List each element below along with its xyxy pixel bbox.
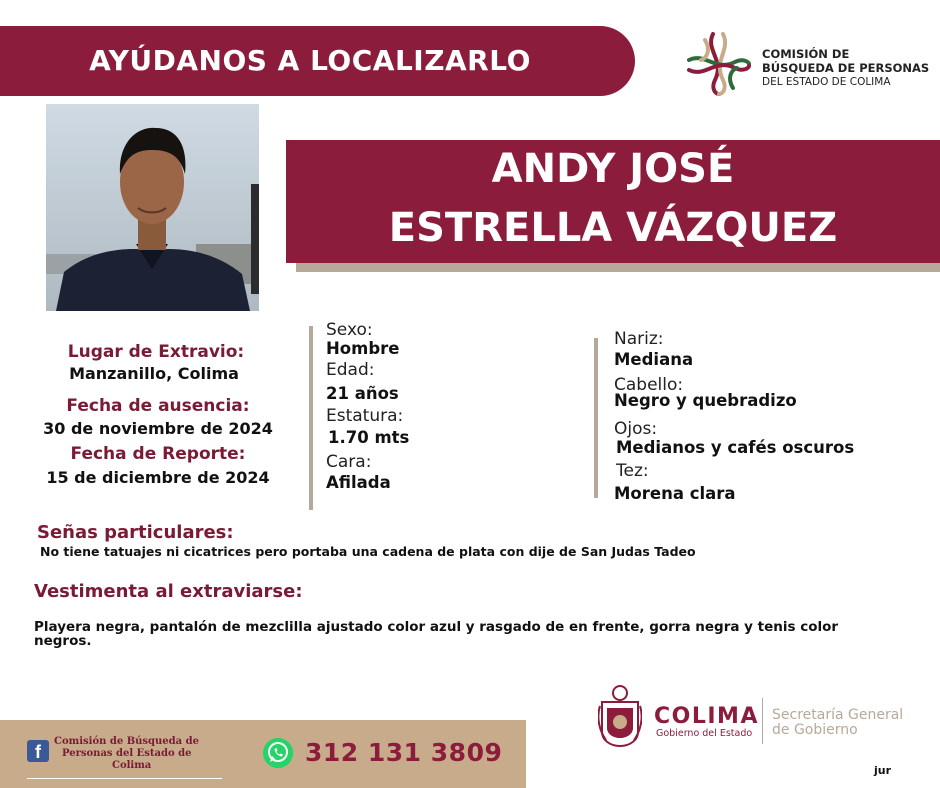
fecha-ausencia-label: Fecha de ausencia: bbox=[66, 396, 250, 416]
fb-page-line2: Personas del Estado de bbox=[62, 748, 192, 759]
logo-separator bbox=[762, 698, 763, 744]
colima-wordmark: COLIMA bbox=[654, 704, 759, 729]
secretaria-line1: Secretaría General bbox=[772, 707, 904, 723]
divider-line bbox=[309, 326, 313, 510]
cabello-label: Cabello: bbox=[614, 375, 684, 395]
whatsapp-icon[interactable] bbox=[263, 738, 293, 768]
estatura-value: 1.70 mts bbox=[328, 428, 410, 447]
person-name-line2: ESTRELLA VÁZQUEZ bbox=[388, 205, 838, 251]
secretaria-line2: de Gobierno bbox=[772, 722, 858, 738]
colima-crest-icon bbox=[598, 684, 642, 748]
phone-number[interactable]: 312 131 3809 bbox=[305, 738, 503, 767]
vestimenta-text-line1: Playera negra, pantalón de mezclilla ajustado color azul y rasgado de en frente, gorra negra y tenis color bbox=[34, 619, 839, 635]
commission-name-line3: DEL ESTADO DE COLIMA bbox=[762, 76, 891, 88]
facebook-icon[interactable]: f bbox=[27, 740, 49, 762]
nariz-value: Mediana bbox=[614, 350, 694, 369]
lugar-value: Manzanillo, Colima bbox=[69, 364, 239, 383]
person-name-line1: ANDY JOSÉ bbox=[491, 146, 735, 192]
vestimenta-text-line2: negros. bbox=[34, 633, 92, 649]
ojos-value: Medianos y cafés oscuros bbox=[616, 438, 855, 457]
tez-label: Tez: bbox=[616, 461, 649, 481]
edad-value: 21 años bbox=[326, 384, 399, 403]
fb-page-line3: Colima bbox=[112, 760, 152, 771]
commission-name-line2: BÚSQUEDA DE PERSONAS bbox=[762, 61, 930, 75]
sexo-label: Sexo: bbox=[326, 320, 373, 340]
sexo-value: Hombre bbox=[326, 339, 400, 358]
ojos-label: Ojos: bbox=[614, 419, 658, 439]
person-photo bbox=[46, 104, 259, 311]
cabello-value: Negro y quebradizo bbox=[614, 391, 797, 410]
colima-subtitle: Gobierno del Estado bbox=[656, 728, 753, 739]
commission-logo-icon bbox=[685, 30, 753, 98]
divider-line bbox=[594, 338, 598, 498]
edad-label: Edad: bbox=[326, 360, 375, 380]
vestimenta-label: Vestimenta al extraviarse: bbox=[34, 581, 303, 602]
commission-name-line1: COMISIÓN DE bbox=[762, 47, 850, 61]
fb-page-line1: Comisión de Búsqueda de bbox=[54, 736, 199, 747]
estatura-label: Estatura: bbox=[326, 406, 404, 426]
fecha-reporte-value: 15 de diciembre de 2024 bbox=[46, 468, 270, 487]
author-initials: jur bbox=[874, 764, 892, 777]
fecha-reporte-label: Fecha de Reporte: bbox=[70, 444, 246, 464]
tez-value: Morena clara bbox=[614, 484, 736, 503]
lugar-label: Lugar de Extravio: bbox=[67, 342, 245, 362]
cara-label: Cara: bbox=[326, 452, 372, 472]
nariz-label: Nariz: bbox=[614, 329, 664, 349]
footer-underline bbox=[27, 778, 222, 779]
senas-text: No tiene tatuajes ni cicatrices pero portaba una cadena de plata con dije de San Judas Tadeo bbox=[40, 544, 696, 559]
banner-title: AYÚDANOS A LOCALIZARLO bbox=[89, 44, 531, 77]
cara-value: Afilada bbox=[326, 473, 391, 492]
senas-label: Señas particulares: bbox=[37, 522, 234, 543]
fecha-ausencia-value: 30 de noviembre de 2024 bbox=[43, 419, 273, 438]
